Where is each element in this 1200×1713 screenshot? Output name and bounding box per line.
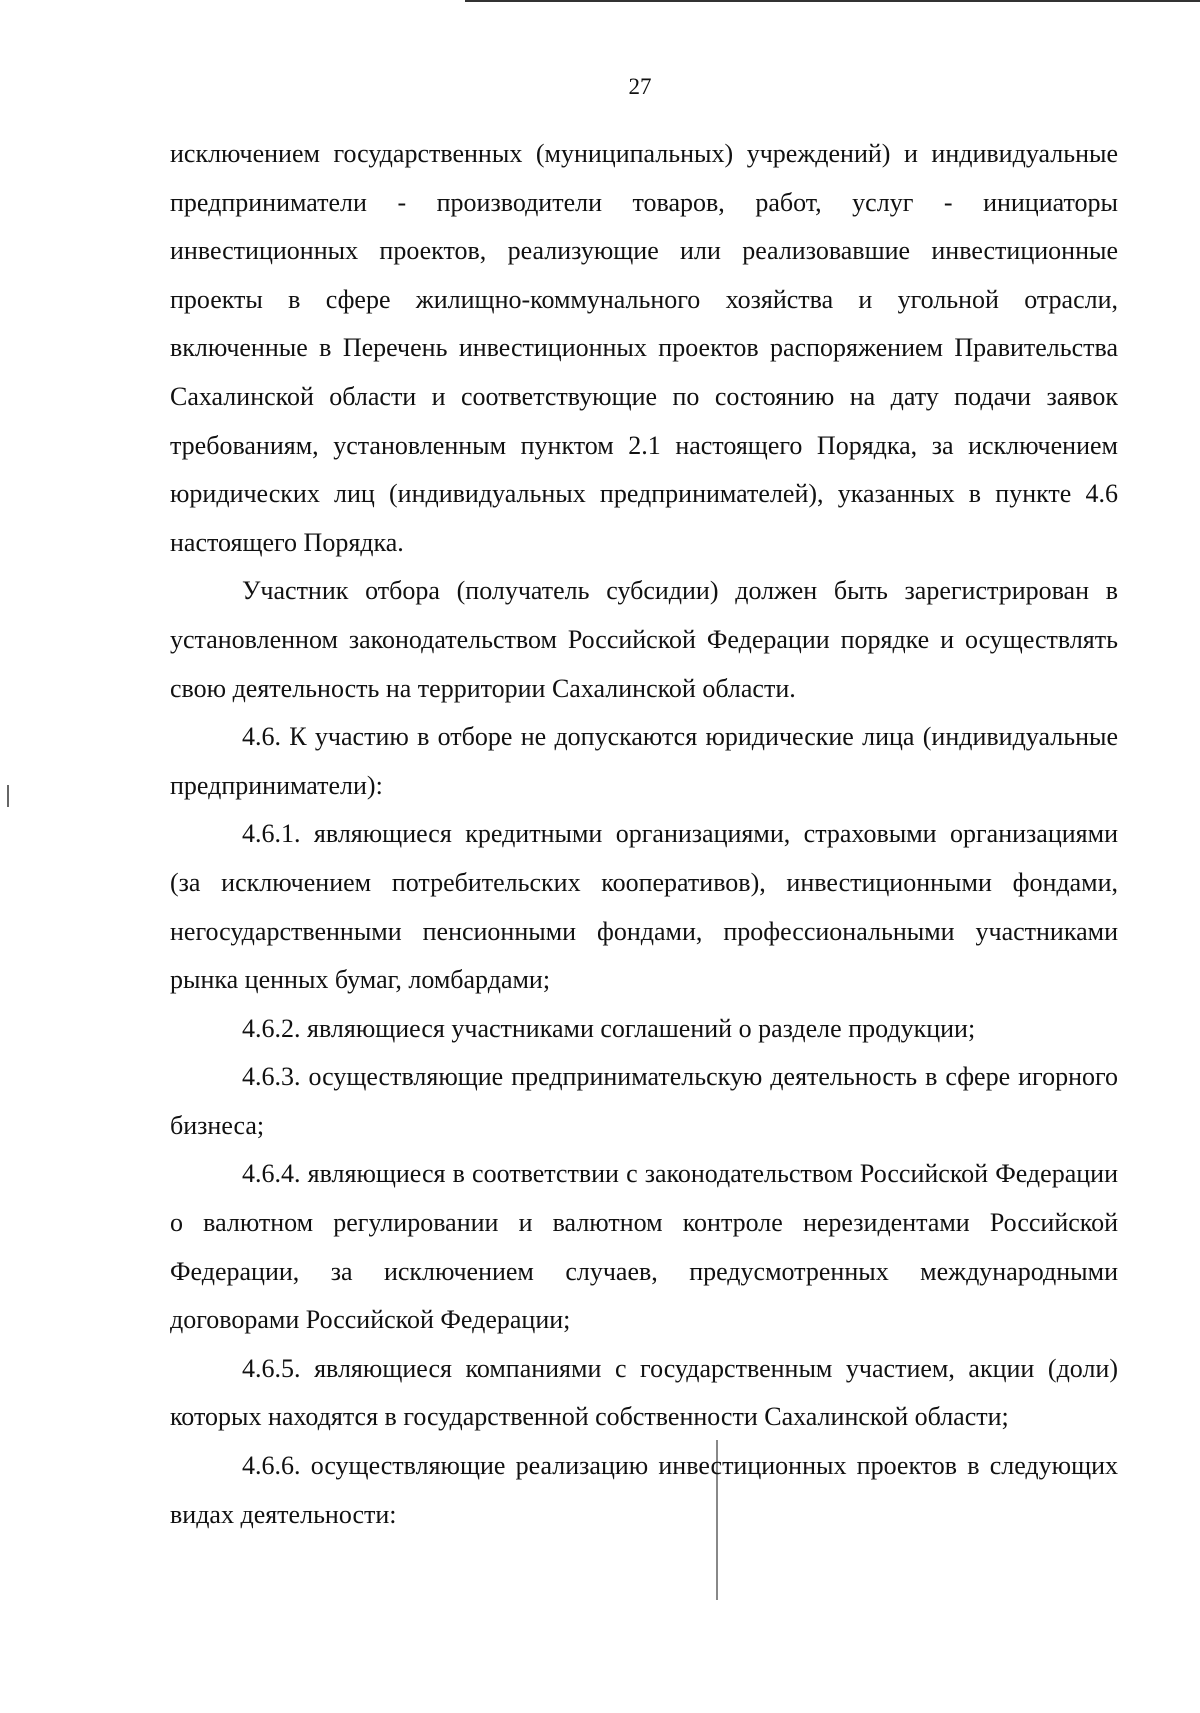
margin-mark [7,785,9,807]
clause-4-6-3: 4.6.3. осуществляющие предпринимательскую деятельность в сфере игорного бизнеса; [170,1062,1118,1140]
clause-4-6-1: 4.6.1. являющиеся кредитными организациями, страховыми организациями (за исключением потребительских кооперативов), инвестиционными фондами, негосударственными пенсионными фондами, профессиональными участниками рынка ценных бумаг, ломбардами; [170,819,1118,995]
paragraph-continuation: исключением государственных (муниципальных) учреждений) и индивидуальные предприниматели - производители товаров, работ, услуг - инициаторы инвестиционных проектов, реализующие или реализовавшие инвестиционные проекты в сфере жилищно-коммунального хозяйства и угольной отрасли, включенные в Перечень инвестиционных проектов распоряжением Правительства Сахалинской области и соответствующие по состоянию на дату подачи заявок требованиям, установленным пунктом 2.1 настоящего Порядка, за исключением юридических лиц (индивидуальных предпринимателей), указанных в пункте 4.6 настоящего Порядка. [170,139,1118,557]
clause-4-6-4: 4.6.4. являющиеся в соответствии с законодательством Российской Федерации о валютном регулировании и валютном контроле нерезидентами Российской Федерации, за исключением случаев, предусмотренных международными договорами Российской Федерации; [170,1159,1118,1335]
clause-4-6: 4.6. К участию в отборе не допускаются юридические лица (индивидуальные предприниматели): [170,722,1118,800]
clause-4-6-2: 4.6.2. являющиеся участниками соглашений о разделе продукции; [242,1013,976,1043]
paragraph-registration: Участник отбора (получатель субсидии) должен быть зарегистрирован в установленном законодательством Российской Федерации порядке и осуществлять свою деятельность на территории Сахалинской области. [170,576,1118,703]
document-body [170,130,1118,1539]
page-number: 27 [628,74,652,99]
clause-4-6-5: 4.6.5. являющиеся компаниями с государственным участием, акции (доли) которых находятся в государственной собственности Сахалинской области; [170,1353,1118,1432]
clause-4-6-6: 4.6.6. осуществляющие реализацию инвестиционных проектов в следующих видах деятельности: [170,1451,1118,1529]
top-rule [465,0,1200,2]
